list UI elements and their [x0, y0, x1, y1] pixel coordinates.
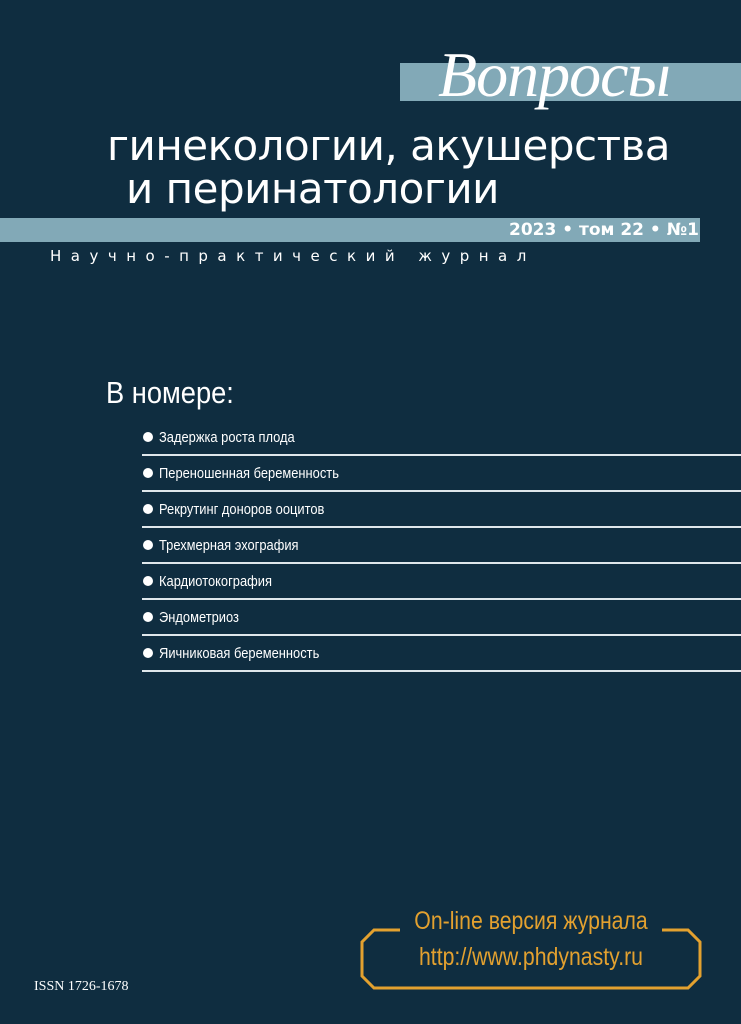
- bullet-icon: [143, 468, 153, 478]
- contents-item: [142, 528, 741, 564]
- contents-item: [142, 456, 741, 492]
- contents-item: [142, 492, 741, 528]
- contents-item-label: Задержка роста плода: [159, 428, 295, 446]
- contents-item-label: Рекрутинг доноров ооцитов: [159, 500, 325, 518]
- online-url-link[interactable]: http://www.phdynasty.ru: [418, 943, 644, 971]
- contents-item-label: Кардиотокография: [159, 572, 272, 590]
- issue-info: 2023 • том 22 • №1: [508, 220, 699, 240]
- bullet-icon: [143, 504, 153, 514]
- contents-item: [142, 420, 741, 456]
- bullet-icon: [143, 576, 153, 586]
- bullet-icon: [143, 648, 153, 658]
- contents-item: [142, 564, 741, 600]
- contents-item: [142, 600, 741, 636]
- bullet-icon: [143, 432, 153, 442]
- contents-item-label: Эндометриоз: [159, 608, 239, 626]
- online-version-label: On-line версия журнала: [414, 907, 648, 935]
- contents-list: [142, 420, 741, 672]
- bullet-icon: [143, 540, 153, 550]
- contents-item-label: Переношенная беременность: [159, 464, 339, 482]
- contents-item-label: Яичниковая беременность: [159, 644, 320, 662]
- issn-label: ISSN 1726-1678: [34, 979, 129, 994]
- journal-subtitle: Научно-практический журнал: [50, 247, 536, 265]
- journal-title-line-1: гинекологии, акушерства: [106, 121, 671, 170]
- journal-title-line-2: и перинатологии: [126, 164, 499, 213]
- contents-item: [142, 636, 741, 672]
- contents-item-label: Трехмерная эхография: [159, 536, 299, 554]
- journal-title-word: Вопросы: [438, 39, 670, 110]
- bullet-icon: [143, 612, 153, 622]
- contents-heading: В номере:: [106, 375, 234, 410]
